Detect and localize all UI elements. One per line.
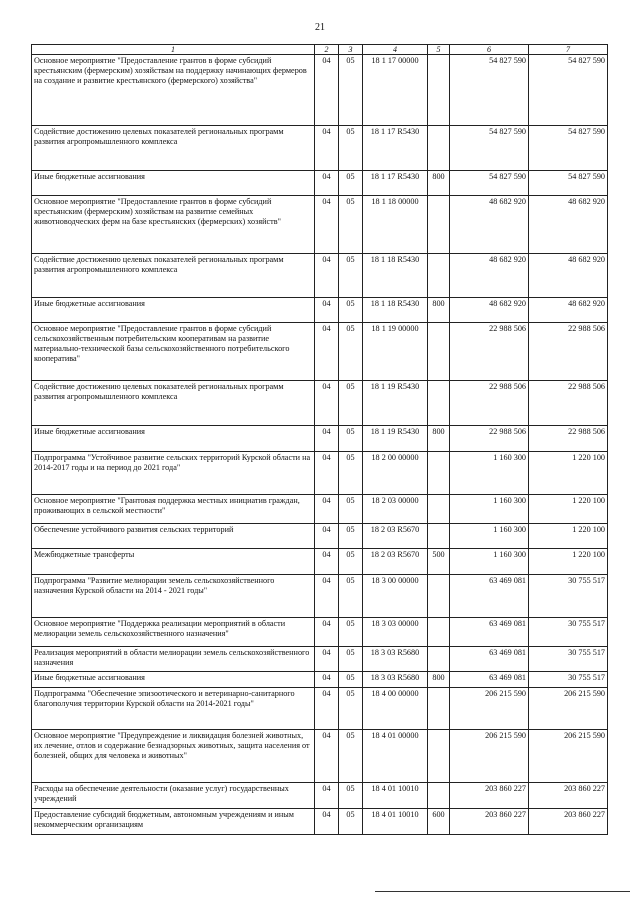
cell-csr: 18 3 03 R5680 (363, 672, 428, 688)
cell-name: Основное мероприятие "Предупреждение и ликвидация болезней животных, их лечение, отлов и содержание безнадзорных животных, защита населения от болезней, общих для человека и животных" (32, 730, 315, 783)
cell-name: Основное мероприятие "Предоставление грантов в форме субсидий сельскохозяйственным потребительским кооперативам на развитие материально-технической базы сельскохозяйственного потребительского кооператива" (32, 323, 315, 381)
cell-rz: 04 (315, 495, 339, 524)
cell-vr (428, 783, 450, 809)
cell-v2020: 63 469 081 (450, 647, 529, 672)
cell-name: Подпрограмма "Развитие мелиорации земель сельскохозяйственного назначения Курской области на 2014 - 2021 годы" (32, 575, 315, 618)
cell-v2021: 206 215 590 (529, 688, 608, 730)
cell-v2020: 203 860 227 (450, 809, 529, 835)
cell-name: Иные бюджетные ассигнования (32, 426, 315, 452)
header-cell: 2 (315, 45, 339, 55)
cell-v2021: 30 755 517 (529, 618, 608, 647)
cell-v2021: 203 860 227 (529, 809, 608, 835)
cell-name: Расходы на обеспечение деятельности (оказание услуг) государственных учреждений (32, 783, 315, 809)
cell-v2021: 1 220 100 (529, 452, 608, 495)
cell-v2020: 63 469 081 (450, 575, 529, 618)
cell-pr: 05 (339, 126, 363, 171)
header-cell: 3 (339, 45, 363, 55)
cell-csr: 18 1 17 R5430 (363, 126, 428, 171)
table-row (32, 783, 608, 809)
cell-pr: 05 (339, 426, 363, 452)
cell-name: Основное мероприятие "Предоставление грантов в форме субсидий крестьянским (фермерским) хозяйствам на развитие семейных животноводческих ферм на базе крестьянских (фермерских) хозяйств" (32, 196, 315, 254)
cell-csr: 18 3 03 R5680 (363, 647, 428, 672)
cell-v2021: 22 988 506 (529, 381, 608, 426)
table-row (32, 809, 608, 835)
cell-name: Основное мероприятие "Поддержка реализации мероприятий в области мелиорации земель сельскохозяйственного назначения" (32, 618, 315, 647)
cell-name: Обеспечение устойчивого развития сельских территорий (32, 524, 315, 549)
cell-v2021: 30 755 517 (529, 575, 608, 618)
cell-vr: 800 (428, 171, 450, 196)
cell-rz: 04 (315, 575, 339, 618)
cell-pr: 05 (339, 298, 363, 323)
table-row (32, 647, 608, 672)
table-row (32, 171, 608, 196)
cell-vr: 500 (428, 549, 450, 575)
cell-name: Реализация мероприятий в области мелиорации земель сельскохозяйственного назначения (32, 647, 315, 672)
cell-v2020: 206 215 590 (450, 688, 529, 730)
cell-vr: 800 (428, 672, 450, 688)
cell-pr: 05 (339, 549, 363, 575)
cell-v2021: 48 682 920 (529, 196, 608, 254)
cell-rz: 04 (315, 783, 339, 809)
cell-vr (428, 452, 450, 495)
cell-pr: 05 (339, 672, 363, 688)
cell-v2021: 206 215 590 (529, 730, 608, 783)
cell-csr: 18 1 18 R5430 (363, 254, 428, 298)
cell-vr: 800 (428, 426, 450, 452)
cell-pr: 05 (339, 618, 363, 647)
cell-v2020: 48 682 920 (450, 196, 529, 254)
table-row (32, 426, 608, 452)
table-row (32, 126, 608, 171)
cell-rz: 04 (315, 298, 339, 323)
cell-pr: 05 (339, 647, 363, 672)
footer-rule (375, 891, 630, 892)
cell-csr: 18 2 03 00000 (363, 495, 428, 524)
table-row (32, 618, 608, 647)
table-row (32, 495, 608, 524)
cell-pr: 05 (339, 783, 363, 809)
cell-v2020: 1 160 300 (450, 549, 529, 575)
cell-v2021: 54 827 590 (529, 126, 608, 171)
table-row (32, 524, 608, 549)
cell-vr (428, 381, 450, 426)
cell-v2021: 22 988 506 (529, 323, 608, 381)
cell-rz: 04 (315, 55, 339, 126)
cell-pr: 05 (339, 254, 363, 298)
table-row (32, 196, 608, 254)
cell-vr (428, 688, 450, 730)
cell-v2021: 48 682 920 (529, 298, 608, 323)
cell-csr: 18 1 18 00000 (363, 196, 428, 254)
table-row (32, 298, 608, 323)
cell-name: Основное мероприятие "Грантовая поддержка местных инициатив граждан, проживающих в сельской местности" (32, 495, 315, 524)
cell-name: Иные бюджетные ассигнования (32, 298, 315, 323)
cell-v2020: 1 160 300 (450, 524, 529, 549)
cell-v2021: 1 220 100 (529, 495, 608, 524)
cell-rz: 04 (315, 549, 339, 575)
cell-v2020: 22 988 506 (450, 426, 529, 452)
cell-name: Подпрограмма "Устойчивое развитие сельских территорий Курской области на 2014-2017 годы и на период до 2021 года" (32, 452, 315, 495)
cell-rz: 04 (315, 196, 339, 254)
cell-v2020: 48 682 920 (450, 298, 529, 323)
cell-v2020: 22 988 506 (450, 381, 529, 426)
cell-csr: 18 2 03 R5670 (363, 549, 428, 575)
cell-pr: 05 (339, 55, 363, 126)
page-number: 21 (315, 22, 325, 33)
cell-csr: 18 1 19 00000 (363, 323, 428, 381)
table-row (32, 730, 608, 783)
cell-rz: 04 (315, 809, 339, 835)
cell-rz: 04 (315, 452, 339, 495)
cell-vr: 800 (428, 298, 450, 323)
cell-rz: 04 (315, 426, 339, 452)
cell-v2020: 63 469 081 (450, 618, 529, 647)
cell-vr (428, 323, 450, 381)
cell-pr: 05 (339, 452, 363, 495)
cell-v2020: 206 215 590 (450, 730, 529, 783)
budget-table (31, 44, 608, 835)
cell-rz: 04 (315, 647, 339, 672)
cell-v2020: 54 827 590 (450, 126, 529, 171)
cell-csr: 18 2 00 00000 (363, 452, 428, 495)
cell-csr: 18 1 19 R5430 (363, 426, 428, 452)
cell-name: Содействие достижению целевых показателей региональных программ развития агропромышленного комплекса (32, 126, 315, 171)
cell-name: Предоставление субсидий бюджетным, автономным учреждениям и иным некоммерческим организациям (32, 809, 315, 835)
cell-name: Иные бюджетные ассигнования (32, 171, 315, 196)
cell-rz: 04 (315, 688, 339, 730)
cell-pr: 05 (339, 730, 363, 783)
cell-csr: 18 3 03 00000 (363, 618, 428, 647)
cell-csr: 18 4 01 10010 (363, 783, 428, 809)
cell-vr (428, 55, 450, 126)
cell-vr (428, 126, 450, 171)
cell-name: Содействие достижению целевых показателей региональных программ развития агропромышленного комплекса (32, 381, 315, 426)
cell-rz: 04 (315, 672, 339, 688)
header-cell: 6 (450, 45, 529, 55)
cell-vr: 600 (428, 809, 450, 835)
header-cell: 7 (529, 45, 608, 55)
cell-v2021: 30 755 517 (529, 647, 608, 672)
cell-csr: 18 2 03 R5670 (363, 524, 428, 549)
cell-csr: 18 1 18 R5430 (363, 298, 428, 323)
header-row (32, 45, 608, 55)
cell-csr: 18 1 17 00000 (363, 55, 428, 126)
cell-csr: 18 4 00 00000 (363, 688, 428, 730)
cell-v2021: 1 220 100 (529, 549, 608, 575)
cell-vr (428, 618, 450, 647)
cell-v2020: 63 469 081 (450, 672, 529, 688)
table-row (32, 688, 608, 730)
cell-csr: 18 1 19 R5430 (363, 381, 428, 426)
cell-pr: 05 (339, 809, 363, 835)
header-cell: 5 (428, 45, 450, 55)
cell-rz: 04 (315, 126, 339, 171)
cell-rz: 04 (315, 730, 339, 783)
cell-rz: 04 (315, 524, 339, 549)
cell-v2021: 1 220 100 (529, 524, 608, 549)
cell-csr: 18 4 01 10010 (363, 809, 428, 835)
cell-csr: 18 4 01 00000 (363, 730, 428, 783)
cell-rz: 04 (315, 381, 339, 426)
cell-v2021: 48 682 920 (529, 254, 608, 298)
cell-pr: 05 (339, 575, 363, 618)
cell-vr (428, 730, 450, 783)
cell-v2020: 22 988 506 (450, 323, 529, 381)
cell-vr (428, 196, 450, 254)
cell-vr (428, 575, 450, 618)
cell-pr: 05 (339, 524, 363, 549)
table-row (32, 672, 608, 688)
cell-v2020: 54 827 590 (450, 171, 529, 196)
cell-v2020: 203 860 227 (450, 783, 529, 809)
table-row (32, 323, 608, 381)
cell-csr: 18 3 00 00000 (363, 575, 428, 618)
table-row (32, 381, 608, 426)
cell-vr (428, 524, 450, 549)
cell-vr (428, 647, 450, 672)
header-cell: 1 (32, 45, 315, 55)
cell-pr: 05 (339, 196, 363, 254)
cell-rz: 04 (315, 254, 339, 298)
cell-pr: 05 (339, 688, 363, 730)
cell-v2020: 1 160 300 (450, 452, 529, 495)
cell-name: Межбюджетные трансферты (32, 549, 315, 575)
cell-pr: 05 (339, 381, 363, 426)
cell-pr: 05 (339, 323, 363, 381)
cell-v2021: 54 827 590 (529, 55, 608, 126)
cell-pr: 05 (339, 495, 363, 524)
cell-name: Содействие достижению целевых показателей региональных программ развития агропромышленного комплекса (32, 254, 315, 298)
cell-name: Подпрограмма "Обеспечение эпизоотического и ветеринарно-санитарного благополучия территории Курской области на 2014-2021 годы" (32, 688, 315, 730)
cell-v2021: 30 755 517 (529, 672, 608, 688)
cell-v2020: 54 827 590 (450, 55, 529, 126)
cell-v2021: 22 988 506 (529, 426, 608, 452)
table-row (32, 549, 608, 575)
cell-rz: 04 (315, 171, 339, 196)
table-row (32, 575, 608, 618)
cell-vr (428, 495, 450, 524)
cell-name: Основное мероприятие "Предоставление грантов в форме субсидий крестьянским (фермерским) хозяйствам на поддержку начинающих фермеров на создание и развитие крестьянского (фермерского) хозяйства" (32, 55, 315, 126)
cell-rz: 04 (315, 323, 339, 381)
header-cell: 4 (363, 45, 428, 55)
cell-v2021: 54 827 590 (529, 171, 608, 196)
cell-pr: 05 (339, 171, 363, 196)
cell-name: Иные бюджетные ассигнования (32, 672, 315, 688)
cell-v2020: 1 160 300 (450, 495, 529, 524)
cell-v2021: 203 860 227 (529, 783, 608, 809)
table-row (32, 254, 608, 298)
table-row (32, 452, 608, 495)
cell-vr (428, 254, 450, 298)
table-row (32, 55, 608, 126)
cell-v2020: 48 682 920 (450, 254, 529, 298)
cell-rz: 04 (315, 618, 339, 647)
cell-csr: 18 1 17 R5430 (363, 171, 428, 196)
